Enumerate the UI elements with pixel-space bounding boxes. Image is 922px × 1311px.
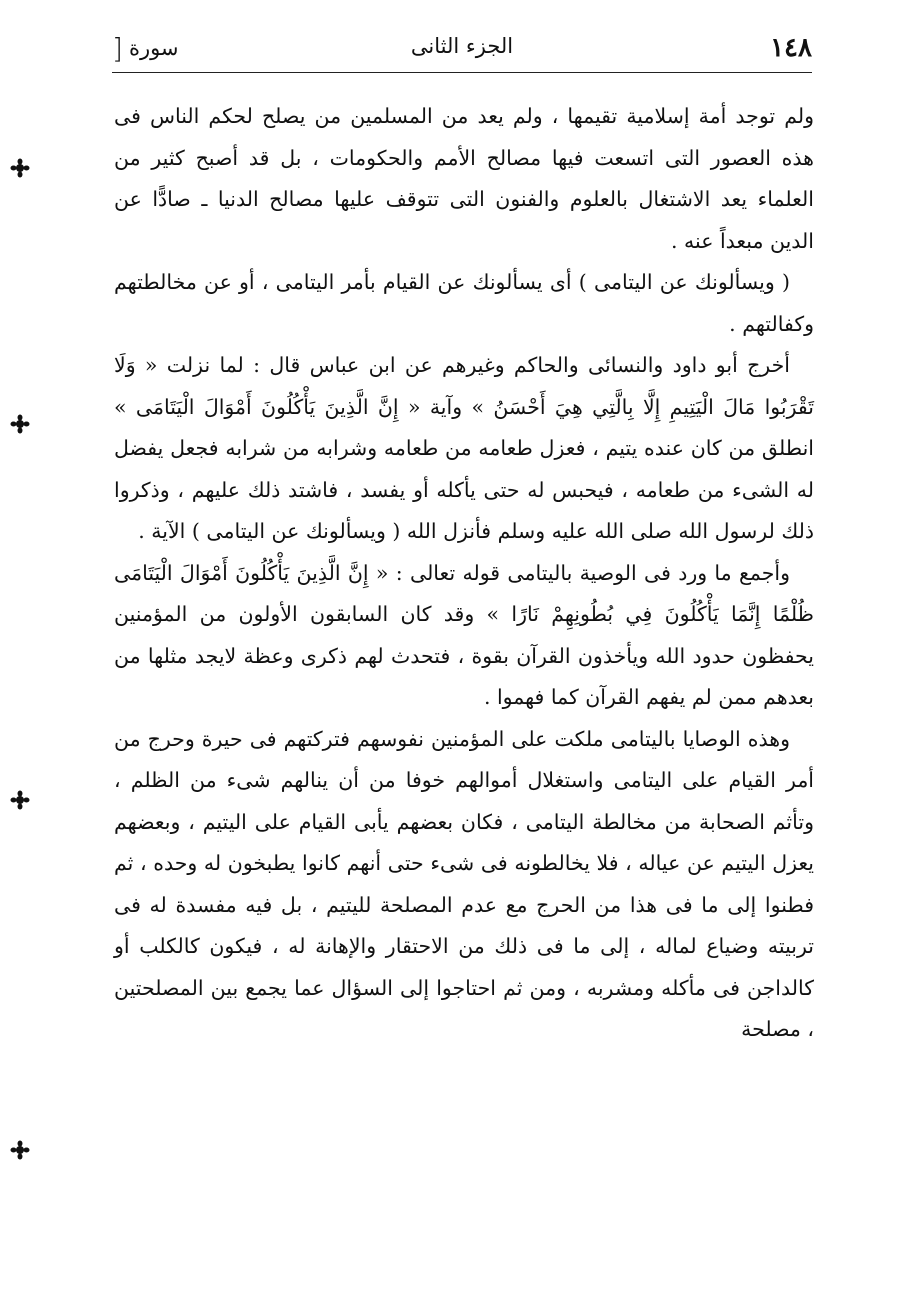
flower-ornament-icon bbox=[10, 158, 30, 178]
flower-ornament-icon bbox=[10, 414, 30, 434]
page-body bbox=[114, 96, 814, 1051]
surah-bracket: [ bbox=[112, 31, 123, 65]
paragraph-5: وهذه الوصايا باليتامى ملكت على المؤمنين نفوسهم فتركتهم فى حيرة وحرج من أمر القيام على اليتامى واستغلال أموالهم خوفا من أن ينالهم شىء من الظلم ، وتأثم الصحابة من مخالطة اليتامى ، فكان بعضهم يأبى القيام على اليتيم ، وبعضهم يعزل اليتيم عن عياله ، فلا يخالطونه فى شىء حتى أنهم كانوا يطبخون له وحده ، ثم فطنوا إلى ما فى هذا من الحرج مع عدم المصلحة لليتيم ، بل فيه مفسدة له فى تربيته وضياع لماله ، إلى ما فى ذلك من الاحتقار والإهانة له ، فيكون كالكلب أو كالداجن فى مأكله ومشربه ، ومن ثم احتاجوا إلى السؤال عما يجمع بين المصلحتين ، مصلحة bbox=[114, 726, 814, 1041]
part-title: الجزء الثانى bbox=[410, 34, 514, 58]
flower-ornament-icon bbox=[10, 790, 30, 810]
paragraph-4: وأجمع ما ورد فى الوصية باليتامى قوله تعالى : « إِنَّ الَّذِينَ يَأْكُلُونَ أَمْوَالَ الْيَتَامَى ظُلْمًا إِنَّمَا يَأْكُلُونَ فِي بُطُونِهِمْ نَارًا » وقد كان السابقون الأولون من المؤمنين يحفظون حدود الله ويأخذون القرآن بقوة ، فتحدث لهم ذكرى وعظة لايجد مثلها من بعدهم ممن لم يفهم القرآن كما فهموا . bbox=[114, 560, 814, 709]
paragraph-3: أخرج أبو داود والنسائى والحاكم وغيرهم عن ابن عباس قال : لما نزلت « وَلَا تَقْرَبُوا مَالَ الْيَتِيمِ إِلَّا بِالَّتِي هِيَ أَحْسَنُ » وآية « إِنَّ الَّذِينَ يَأْكُلُونَ أَمْوَالَ الْيَتَامَى » انطلق من كان عنده يتيم ، فعزل طعامه من طعامه وشرابه من شرابه فجعل يفضل له الشىء من طعامه ، فيحبس له حتى يأكله أو يفسد ، فاشتد ذلك عليهم ، وذكروا ذلك لرسول الله صلى الله عليه وسلم فأنزل الله ( ويسألونك عن اليتامى ) الآية . bbox=[114, 353, 814, 543]
header-rule bbox=[112, 72, 812, 73]
paragraph-1: ولم توجد أمة إسلامية تقيمها ، ولم يعد من المسلمين من يصلح لحكم الناس فى هذه العصور التى اتسعت فيها مصالح الأمم والحكومات ، بل قد أصبح كثير من العلماء يعد الاشتغال بالعلوم والفنون التى تتوقف عليها مصالح الدنيا ـ صادًّا عن الدين مبعداً عنه . bbox=[114, 104, 814, 253]
paragraph-2: ( ويسألونك عن اليتامى ) أى يسألونك عن القيام بأمر اليتامى ، أو عن مخالطتهم وكفالتهم . bbox=[114, 270, 814, 336]
page-number: ١٤٨ bbox=[770, 33, 812, 63]
flower-ornament-icon bbox=[10, 1140, 30, 1160]
page-header bbox=[112, 28, 812, 68]
surah-label-text: سورة bbox=[128, 36, 179, 60]
